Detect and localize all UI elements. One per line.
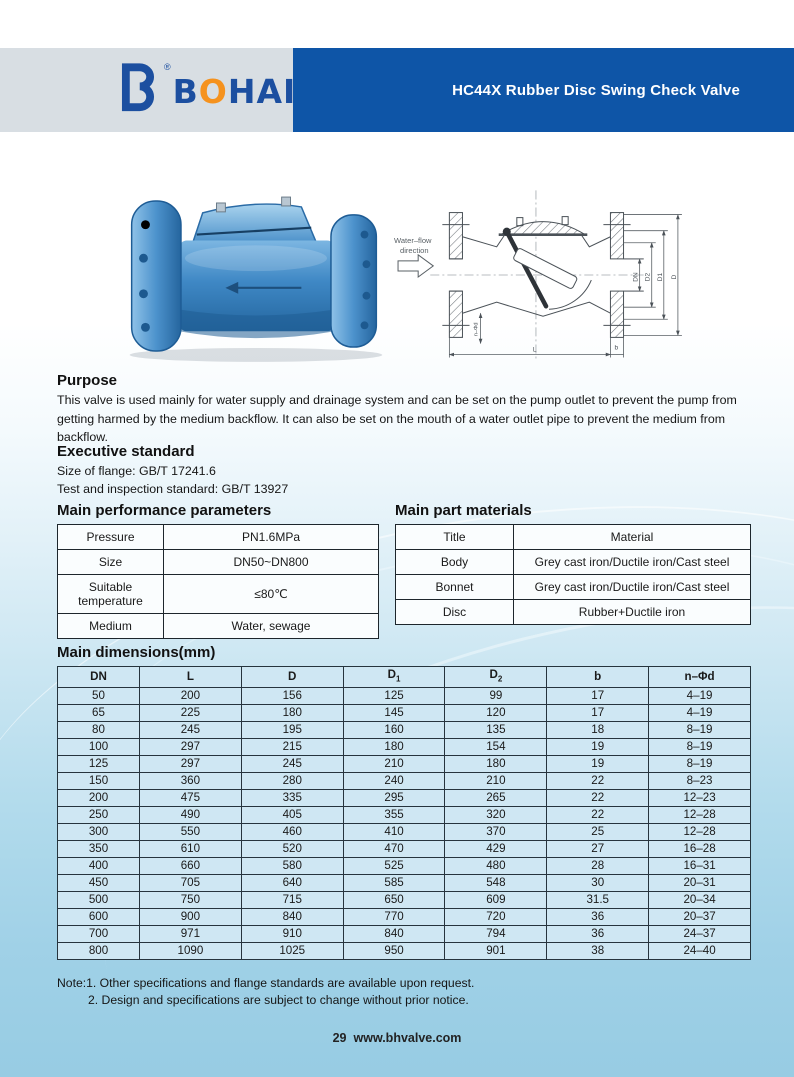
table-cell: 125 (58, 756, 140, 773)
table-cell: Water, sewage (164, 614, 379, 639)
table-cell: 490 (140, 807, 242, 824)
table-cell: 24–37 (649, 926, 751, 943)
table-cell: 12–23 (649, 790, 751, 807)
table-cell: 19 (547, 739, 649, 756)
table-cell: 585 (343, 875, 445, 892)
dimensions-table (57, 666, 751, 960)
dim-label-d2: D2 (644, 272, 652, 282)
table-cell: 180 (445, 756, 547, 773)
table-cell: 200 (58, 790, 140, 807)
column-header: Title (396, 525, 514, 550)
valve-photo (106, 186, 402, 366)
table-cell: 720 (445, 909, 547, 926)
table-row (58, 525, 379, 550)
table-cell: 154 (445, 739, 547, 756)
table-cell: 12–28 (649, 807, 751, 824)
table-cell: 295 (343, 790, 445, 807)
materials-table (395, 524, 751, 625)
table-cell: 200 (140, 688, 242, 705)
website-url: www.bhvalve.com (353, 1031, 462, 1045)
table-cell: 4–19 (649, 705, 751, 722)
table-cell: 36 (547, 909, 649, 926)
table-cell: 660 (140, 858, 242, 875)
dim-label-l: L (532, 346, 537, 354)
table-row (58, 739, 751, 756)
dim-label-dn: DN (632, 272, 640, 282)
table-row (58, 943, 751, 960)
table-cell: 225 (140, 705, 242, 722)
svg-text:direction: direction (400, 245, 429, 255)
table-row (58, 722, 751, 739)
table-cell: 36 (547, 926, 649, 943)
table-row (58, 790, 751, 807)
table-cell: 265 (445, 790, 547, 807)
bohai-logo (112, 60, 296, 118)
table-cell: 156 (241, 688, 343, 705)
table-row (58, 858, 751, 875)
table-cell: 609 (445, 892, 547, 909)
table-cell: 470 (343, 841, 445, 858)
table-cell: 1025 (241, 943, 343, 960)
dim-label-d: D (670, 274, 678, 280)
table-cell: 400 (58, 858, 140, 875)
table-cell: Grey cast iron/Ductile iron/Cast steel (514, 575, 751, 600)
table-cell: 99 (445, 688, 547, 705)
flow-direction-arrow-icon (398, 255, 433, 277)
table-cell: 195 (241, 722, 343, 739)
dimensions-header-row (58, 667, 751, 688)
test-standard-line: Test and inspection standard: GB/T 13927 (57, 482, 289, 496)
table-cell: 20–34 (649, 892, 751, 909)
table-cell: 297 (140, 739, 242, 756)
table-cell: 320 (445, 807, 547, 824)
table-cell: ≤80℃ (164, 575, 379, 614)
table-cell: Size (58, 550, 164, 575)
purpose-text: This valve is used mainly for water supply and drainage system and can be set on the pump outlet to prevent the pump from getting harmed by the medium backflow. It can also be set on the mouth of a water outlet pipe to prevent the medium from backflow. (57, 393, 737, 444)
table-cell: 180 (343, 739, 445, 756)
table-cell: 950 (343, 943, 445, 960)
table-cell: 650 (343, 892, 445, 909)
registered-mark: ® (164, 62, 171, 72)
table-cell: 24–40 (649, 943, 751, 960)
table-cell: 640 (241, 875, 343, 892)
table-cell: 8–19 (649, 756, 751, 773)
table-cell: 65 (58, 705, 140, 722)
table-cell: 19 (547, 756, 649, 773)
table-row (396, 575, 751, 600)
table-cell: Medium (58, 614, 164, 639)
table-cell: 610 (140, 841, 242, 858)
table-cell: 700 (58, 926, 140, 943)
table-cell: 280 (241, 773, 343, 790)
table-cell: 525 (343, 858, 445, 875)
table-row (58, 892, 751, 909)
table-cell: 429 (445, 841, 547, 858)
table-cell: 475 (140, 790, 242, 807)
table-cell: 770 (343, 909, 445, 926)
table-cell: 548 (445, 875, 547, 892)
table-cell: 600 (58, 909, 140, 926)
purpose-heading: Purpose (57, 372, 118, 389)
table-cell: 360 (140, 773, 242, 790)
table-cell: 17 (547, 688, 649, 705)
table-row (58, 575, 379, 614)
table-row (58, 705, 751, 722)
brand-name: BOHAI (172, 72, 297, 111)
executive-standard-heading: Executive standard (57, 443, 195, 460)
table-cell: 210 (445, 773, 547, 790)
table-row (58, 688, 751, 705)
table-cell: 30 (547, 875, 649, 892)
header-band (0, 48, 794, 132)
table-row (58, 756, 751, 773)
page-number: 29 (332, 1031, 347, 1045)
page-footer (0, 1031, 794, 1045)
materials-header-row (396, 525, 751, 550)
table-row (58, 614, 379, 639)
column-header: n–Φd (649, 667, 751, 688)
table-cell: Body (396, 550, 514, 575)
table-cell: 405 (241, 807, 343, 824)
table-cell: 100 (58, 739, 140, 756)
table-row (58, 773, 751, 790)
table-cell: 38 (547, 943, 649, 960)
page-title: HC44X Rubber Disc Swing Check Valve (452, 81, 740, 99)
notes (57, 975, 474, 1008)
table-cell: Rubber+Ductile iron (514, 600, 751, 625)
table-row (396, 550, 751, 575)
table-cell: 245 (140, 722, 242, 739)
performance-table (57, 524, 379, 639)
note-line-2: 2. Design and specifications are subject to change without prior notice. (88, 992, 469, 1007)
table-cell: 794 (445, 926, 547, 943)
table-cell: 22 (547, 773, 649, 790)
table-cell: 520 (241, 841, 343, 858)
header-title-area (293, 48, 794, 132)
column-header: $D_2$ (445, 667, 547, 688)
table-cell: 8–19 (649, 722, 751, 739)
table-cell: 135 (445, 722, 547, 739)
table-cell: 450 (58, 875, 140, 892)
table-cell: 550 (140, 824, 242, 841)
column-header: b (547, 667, 649, 688)
table-row (58, 875, 751, 892)
table-cell: 900 (140, 909, 242, 926)
table-cell: 180 (241, 705, 343, 722)
table-cell: 8–19 (649, 739, 751, 756)
table-cell: 215 (241, 739, 343, 756)
dim-label-b: b (614, 344, 619, 352)
dim-label-d1: D1 (656, 272, 664, 282)
table-cell: 910 (241, 926, 343, 943)
flow-direction-label: Water–flow (394, 235, 432, 245)
table-cell: 715 (241, 892, 343, 909)
table-cell: 410 (343, 824, 445, 841)
table-cell: 17 (547, 705, 649, 722)
table-row (58, 550, 379, 575)
table-cell: 8–23 (649, 773, 751, 790)
table-cell: 901 (445, 943, 547, 960)
column-header: L (140, 667, 242, 688)
table-cell: 16–28 (649, 841, 751, 858)
table-row (58, 824, 751, 841)
table-cell: 18 (547, 722, 649, 739)
materials-heading: Main part materials (395, 502, 532, 519)
column-header: Material (514, 525, 751, 550)
table-cell: 705 (140, 875, 242, 892)
table-cell: 31.5 (547, 892, 649, 909)
table-cell: Pressure (58, 525, 164, 550)
table-row (396, 600, 751, 625)
bohai-logo-mark-icon (112, 60, 164, 118)
table-cell: 22 (547, 807, 649, 824)
table-cell: 20–31 (649, 875, 751, 892)
column-header: DN (58, 667, 140, 688)
note-line-1: Note:1. Other specifications and flange standards are available upon request. (57, 976, 475, 990)
table-cell: 4–19 (649, 688, 751, 705)
table-cell: 297 (140, 756, 242, 773)
flange-standard-line: Size of flange: GB/T 17241.6 (57, 464, 216, 478)
table-cell: Disc (396, 600, 514, 625)
table-cell: 840 (343, 926, 445, 943)
table-cell: 50 (58, 688, 140, 705)
table-cell: 300 (58, 824, 140, 841)
table-cell: 210 (343, 756, 445, 773)
dim-label-n-phi-d: n–Φd (473, 322, 480, 337)
table-cell: 16–31 (649, 858, 751, 875)
table-row (58, 807, 751, 824)
dimensions-heading: Main dimensions(mm) (57, 644, 216, 661)
column-header: D (241, 667, 343, 688)
table-row (58, 909, 751, 926)
table-cell: 840 (241, 909, 343, 926)
table-cell: 370 (445, 824, 547, 841)
table-row (58, 926, 751, 943)
table-row (58, 841, 751, 858)
table-cell: 350 (58, 841, 140, 858)
column-header: $D_1$ (343, 667, 445, 688)
table-cell: 245 (241, 756, 343, 773)
valve-technical-drawing (392, 184, 694, 370)
table-cell: Grey cast iron/Ductile iron/Cast steel (514, 550, 751, 575)
table-cell: 125 (343, 688, 445, 705)
table-cell: 800 (58, 943, 140, 960)
table-cell: 145 (343, 705, 445, 722)
table-cell: 120 (445, 705, 547, 722)
table-cell: 22 (547, 790, 649, 807)
table-cell: 150 (58, 773, 140, 790)
table-cell: Suitable temperature (58, 575, 164, 614)
table-cell: Bonnet (396, 575, 514, 600)
table-cell: 971 (140, 926, 242, 943)
table-cell: 28 (547, 858, 649, 875)
table-cell: 1090 (140, 943, 242, 960)
table-cell: DN50~DN800 (164, 550, 379, 575)
table-cell: 355 (343, 807, 445, 824)
table-cell: 160 (343, 722, 445, 739)
table-cell: 750 (140, 892, 242, 909)
table-cell: 20–37 (649, 909, 751, 926)
table-cell: 580 (241, 858, 343, 875)
table-cell: 480 (445, 858, 547, 875)
table-cell: 27 (547, 841, 649, 858)
table-cell: PN1.6MPa (164, 525, 379, 550)
table-cell: 80 (58, 722, 140, 739)
table-cell: 240 (343, 773, 445, 790)
performance-heading: Main performance parameters (57, 502, 272, 519)
table-cell: 335 (241, 790, 343, 807)
table-cell: 500 (58, 892, 140, 909)
table-cell: 25 (547, 824, 649, 841)
table-cell: 250 (58, 807, 140, 824)
header-logo-area (0, 48, 297, 132)
table-cell: 460 (241, 824, 343, 841)
table-cell: 12–28 (649, 824, 751, 841)
